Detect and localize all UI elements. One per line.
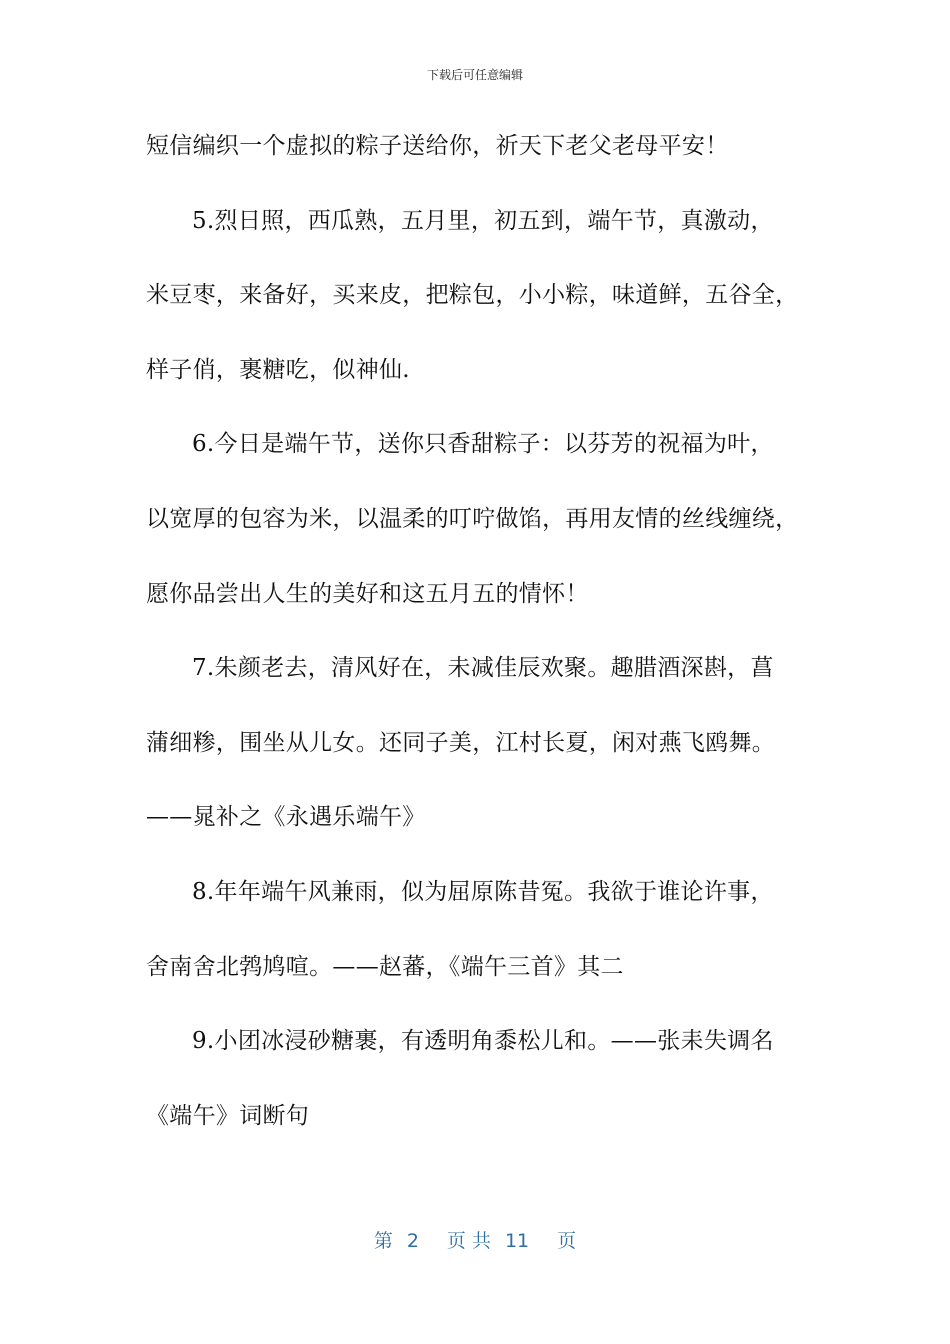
- text-line: 8.年年端午风兼雨，似为屈原陈昔冤。我欲于谁论许事，: [192, 878, 774, 905]
- text-line: 7.朱颜老去，清风好在，未减佳辰欢聚。趣腊酒深斟，菖: [192, 655, 774, 682]
- footer-prefix: 第: [373, 1230, 393, 1252]
- footer-middle: 页 共: [446, 1230, 491, 1252]
- footer-suffix: 页: [557, 1230, 577, 1252]
- text-line: 短信编织一个虚拟的粽子送给你，祈天下老父老母平安！: [146, 133, 729, 159]
- total-pages-number: 11: [504, 1230, 530, 1252]
- text-line: 5.烈日照，西瓜熟，五月里，初五到，端午节，真激动，: [192, 207, 774, 234]
- text-line: 蒲细糁，围坐从儿女。还同子美，江村长夏，闲对燕飞鸥舞。: [146, 729, 776, 756]
- text-line: ——晁补之《永遇乐端午》: [146, 804, 426, 831]
- text-line: 愿你品尝出人生的美好和这五月五的情怀！: [146, 580, 589, 607]
- page-header: 下载后可任意编辑: [426, 68, 523, 82]
- current-page-number: 2: [406, 1230, 419, 1252]
- text-line: 样子俏，裹糖吃，似神仙.: [146, 356, 410, 383]
- text-line: 《端午》词断句: [146, 1102, 310, 1129]
- text-line: 6.今日是端午节，送你只香甜粽子：以芬芳的祝福为叶，: [192, 431, 774, 458]
- text-line: 9.小团冰浸砂糖裹，有透明角黍松儿和。——张耒失调名: [192, 1028, 774, 1055]
- text-line: 米豆枣，来备好，买来皮，把粽包，小小粽，味道鲜，五谷全，: [146, 282, 799, 309]
- page-footer: [0, 1226, 950, 1253]
- document-body: [146, 126, 826, 1170]
- text-line: 舍南舍北鹁鸠喧。——赵蕃，《端午三首》其二: [146, 953, 624, 980]
- text-line: 以宽厚的包容为米，以温柔的叮咛做馅，再用友情的丝线缠绕，: [146, 505, 799, 532]
